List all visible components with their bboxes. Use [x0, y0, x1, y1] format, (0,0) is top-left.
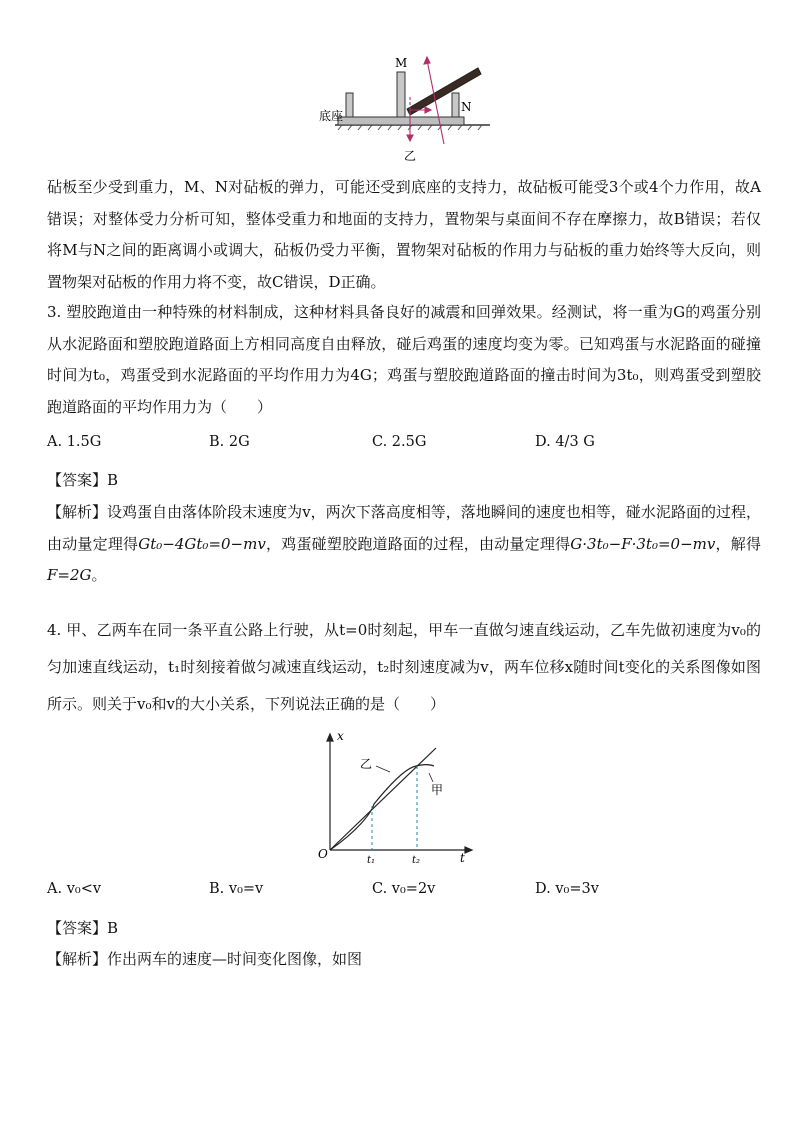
q3-equation-1: Gt₀−4Gt₀=0−mv: [138, 534, 266, 553]
m-label: M: [395, 56, 408, 70]
q3-analysis-end: 。: [91, 566, 107, 584]
q3-analysis-text-1: 【解析】设鸡蛋自由落体阶段末速度为v，两次下落高度相等，落地瞬间的速度也相等，碰水泥路面的过程，由动量定理得: [47, 503, 761, 553]
base-label: 底座: [319, 109, 344, 123]
t1-tick-label: t₁: [367, 855, 376, 864]
q3-answer: 【答案】B: [47, 471, 119, 489]
q4-option-d: D. v₀=3v: [535, 881, 599, 897]
n-label: N: [461, 100, 472, 114]
q3-analysis-text-3: ，解得: [715, 534, 761, 553]
t2-tick-label: t₂: [412, 855, 421, 864]
jia-line-label: 甲: [431, 783, 444, 797]
origin-label: O: [318, 847, 328, 861]
y-axis-label: x: [337, 729, 344, 743]
rack-figure: [300, 52, 500, 164]
q3-analysis-text-2: ，鸡蛋碰塑胶跑道路面的过程，由动量定理得: [265, 534, 571, 553]
q4-option-b: B. v₀=v: [209, 881, 264, 897]
q3-equation-3: F=2G: [47, 566, 92, 584]
q3-option-d: D. 4/3 G: [535, 434, 595, 450]
q4-option-a: A. v₀<v: [47, 881, 102, 897]
yi-curve-label: 乙: [360, 757, 373, 771]
q4-analysis: 【解析】作出两车的速度—时间变化图像，如图: [47, 950, 363, 968]
xt-graph: [316, 728, 476, 864]
q3-option-c: C. 2.5G: [372, 434, 427, 450]
q3-equation-2: G·3t₀−F·3t₀=0−mv: [570, 534, 716, 553]
x-axis-label: t: [460, 851, 465, 864]
q4-answer: 【答案】B: [47, 919, 119, 937]
q3-option-a: A. 1.5G: [47, 434, 102, 450]
q4-option-c: C. v₀=2v: [372, 881, 436, 897]
q3-option-b: B. 2G: [209, 434, 250, 450]
q4-stem: 4. 甲、乙两车在同一条平直公路上行驶，从t=0时刻起，甲车一直做匀速直线运动，乙车先做初速度为v₀的匀加速直线运动，t₁时刻接着做匀减速直线运动，t₂时刻速度减为v，两车位移x随时间t变化的关系图像如图所示。则关于v₀和v的大小关系，下列说法正确的是（ ）: [47, 621, 761, 713]
q3-analysis: [47, 497, 761, 592]
figure-caption: 乙: [404, 149, 417, 163]
q2-analysis: 砧板至少受到重力，M、N对砧板的弹力，可能还受到底座的支持力，故砧板可能受3个或4个力作用，故A错误；对整体受力分析可知，整体受重力和地面的支持力，置物架与桌面间不存在摩擦力，故B错误；若仅将M与N之间的距离调小或调大，砧板仍受力平衡，置物架对砧板的作用力与砧板的重力始终等大反向，则置物架对砧板的作用力将不变，故C错误，D正确。: [47, 178, 761, 291]
q3-stem: 3. 塑胶跑道由一种特殊的材料制成，这种材料具备良好的减震和回弹效果。经测试，将一重为G的鸡蛋分别从水泥路面和塑胶跑道路面上方相同高度自由释放，碰后鸡蛋的速度均变为零。已知鸡蛋与水泥路面的碰撞时间为t₀，鸡蛋受到水泥路面的平均作用力为4G；鸡蛋与塑胶跑道路面的撞击时间为3t₀，则鸡蛋受到塑胶跑道路面的平均作用力为（ ）: [47, 303, 761, 416]
